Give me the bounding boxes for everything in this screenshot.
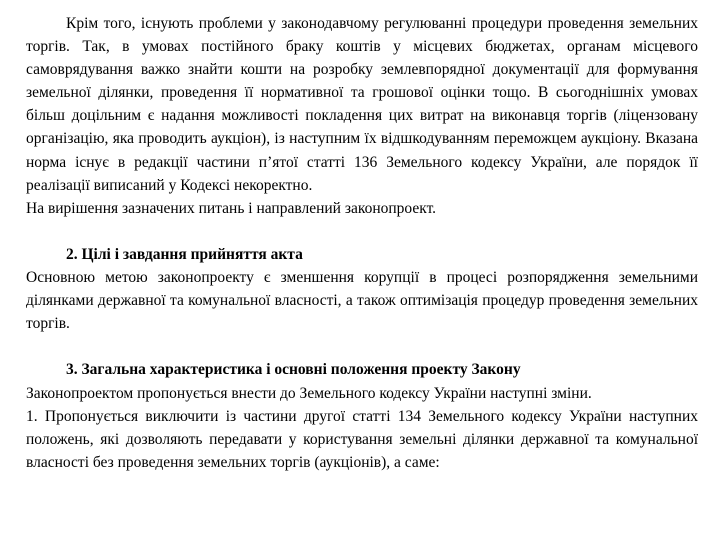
blank-line [26,335,698,358]
paragraph-bill-purpose: На вирішення зазначених питань і направлений законопроект. [26,199,437,217]
section-heading-overview: 3. Загальна характеристика і основні положення проекту Закону [66,361,521,379]
document-page [26,12,698,474]
paragraph-main-goal: Основною метою законопроекту є зменшення корупції в процесі розпорядження земельними ділянками державної та комунальної власності, а також оптимізація процедур проведення земельних торгів. [26,269,698,333]
section-heading-goals: 2. Цілі і завдання прийняття акта [66,245,303,263]
paragraph-change-1: 1. Пропонується виключити із частини другої статті 134 Земельного кодексу України наступних положень, які дозволяють передавати у користування земельні ділянки державної та комунальної власності без проведення земельних торгів (аукціонів), а саме: [26,407,698,471]
paragraph-land-auction-problems: Крім того, існують проблеми у законодавчому регулюванні процедури проведення земельних торгів. Так, в умовах постійного браку коштів у місцевих бюджетах, органам місцевого самоврядування важко знайти кошти на розробку землевпорядної документації для формування земельної ділянки, проведення її нормативної та грошової оцінки тощо. В сьогоднішніх умовах більш доцільним є надання можливості покладення цих витрат на виконавця торгів (ліцензовану організацію, яка проводить аукціон), із наступним їх відшкодуванням переможцем аукціону. Вказана норма існує в редакції частини п’ятої статті 136 Земельного кодексу України, але порядок її реалізації виписаний у Кодексі некоректно. [26,15,698,194]
paragraph-proposed-changes: Законопроектом пропонується внести до Земельного кодексу України наступні зміни. [26,384,592,402]
blank-line [26,220,698,243]
